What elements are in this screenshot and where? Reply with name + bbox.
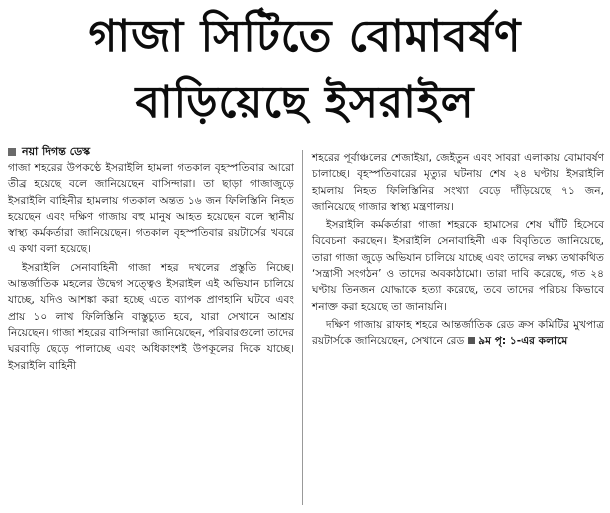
paragraph: ইসরাইলি কর্মকর্তারা গাজা শহরকে হামাসের শেষ ঘাঁটি হিসেবে বিবেচনা করছেন। ইসরাইলি সেনাবাহিনী এক বিবৃতিতে জানিয়েছে, তারা গাজা জুড়ে অভিযান চালিয়ে যাচ্ছে এবং তাদের লক্ষ্য তথাকথিত ‘সন্ত্রাসী সংগঠন’ ও তাদের অবকাঠামো। তারা দাবি করেছে, গত ২৪ ঘণ্টায় তিনজন যোদ্ধাকে হত্যা করেছে, তবে তাদের পরিচয় কিভাবে শনাক্ত করা হয়েছে তা জানায়নি। — [312, 219, 604, 313]
column-divider — [302, 150, 303, 505]
headline-line-1: গাজা সিটিতে বোমাবর্ষণ — [88, 11, 522, 62]
continuation-jump: ৯ম পৃ: ১-এর কলামে — [478, 335, 568, 348]
headline-line-2: বাড়িয়েছে ইসরাইল — [135, 77, 475, 128]
paragraph: শহরের পূর্বাঞ্চলের শেজাইয়া, জেইতুন এবং সাবরা এলাকায় বোমাবর্ষণ চালাচ্ছে। বৃহস্পতিবারের মৃত্যুর ঘটনায় শেষ ২৪ ঘণ্টায় ইসরাইলি হামলায় নিহত ফিলিস্তিনির সংখ্যা বেড়ে দাঁড়িয়েছে ৭১ জন, জানিয়েছে গাজার স্বাস্থ্য মন্ত্রণালয়। — [312, 152, 604, 213]
article-column-2 — [312, 150, 604, 352]
paragraph — [312, 317, 604, 350]
byline — [8, 145, 90, 159]
article-column-1 — [8, 160, 294, 376]
paragraph-text: দক্ষিণ গাজায় রাফাহ শহরে আন্তর্জাতিক রেড ক্রস কমিটির মুখপাত্র রয়টার্সকে জানিয়েছেন, সেখানে রেড — [312, 318, 604, 348]
square-bullet-icon — [468, 337, 475, 344]
square-bullet-icon — [8, 148, 16, 156]
paragraph: গাজা শহরের উপকণ্ঠে ইসরাইলি হামলা গতকাল বৃহস্পতিবার আরো তীব্র হয়েছে বলে জানিয়েছেন বাসিন্দারা। তা ছাড়া গাজাজুড়ে ইসরাইলি বাহিনীর হামলায় গতকাল অন্তত ১৬ জন ফিলিস্তিনি নিহত হয়েছেন এবং দক্ষিণ গাজায় বহু মানুষ আহত হয়েছেন বলে স্থানীয় স্বাস্থ্য কর্মকর্তারা জানিয়েছেন। গতকাল বৃহস্পতিবার রয়টার্সের খবরে এ কথা বলা হয়েছে। — [8, 162, 294, 256]
paragraph: ইসরাইলি সেনাবাহিনী গাজা শহর দখলের প্রস্তুতি নিচ্ছে। আন্তর্জাতিক মহলের উদ্বেগ সত্ত্বেও ইসরাইল এই অভিযান চালিয়ে যাচ্ছে, যদিও আশঙ্কা করা হচ্ছে এতে ব্যাপক প্রাণহানি ঘটবে এবং প্রায় ১০ লাখ ফিলিস্তিনি বাস্তুচ্যুত হবে, যারা সেখানে আশ্রয় নিয়েছেন। গাজা শহরের বাসিন্দারা জানিয়েছেন, পরিবারগুলো তাদের ঘরবাড়ি ছেড়ে পালাচ্ছে এবং অধিকাংশই উপকূলের দিকে যাচ্ছে। ইসরাইলি বাহিনী — [8, 261, 294, 372]
byline-text: নয়া দিগন্ত ডেস্ক — [22, 145, 91, 158]
